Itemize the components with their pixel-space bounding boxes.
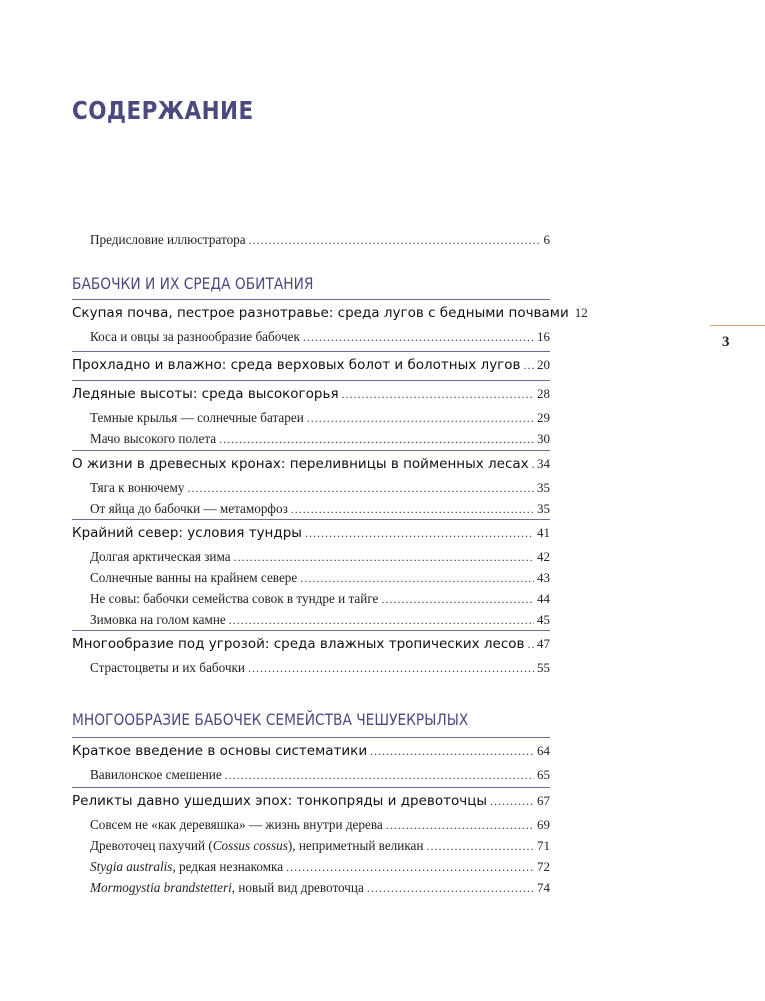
toc-subentry[interactable] [72,567,550,588]
subentry-page-number: 35 [537,501,550,516]
toc-chapter-entry[interactable] [72,738,550,764]
chapter-page-number: 28 [537,386,550,401]
subentry-page-number: 30 [537,431,550,446]
subentry-page-number: 29 [537,410,550,425]
dot-leader [286,857,534,878]
toc-chapter-entry[interactable] [72,520,550,546]
dot-leader [342,381,534,407]
toc-subentry[interactable] [72,657,550,678]
chapter-page-number: 67 [537,793,550,808]
dot-leader [367,878,534,899]
subentry-title: Долгая арктическая зима [90,549,231,564]
subentry-page-number: 42 [537,549,550,564]
dot-leader [229,610,534,631]
subentry-page-number: 72 [537,859,550,874]
dot-leader [291,499,534,520]
chapter-group [72,300,588,347]
dot-leader [370,738,534,764]
chapter-title: Прохладно и влажно: среда верховых болот и болотных лугов [72,357,521,373]
subentry-title: Темные крылья — солнечные батареи [90,410,304,425]
chapter-group [72,351,550,378]
toc-chapter-entry[interactable] [72,788,550,814]
toc-subentry[interactable] [72,856,550,877]
section-heading: БАБОЧКИ И ИХ СРЕДА ОБИТАНИЯ [72,274,314,293]
subentry-page-number: 74 [537,880,550,895]
dot-leader [305,520,534,546]
dot-leader [490,788,534,814]
chapter-group [72,738,550,785]
subentry-title: Вавилонское смешение [90,767,222,782]
subentry-title: Тяга к вонючему [90,480,185,495]
subentry-title: Stygia australis, редкая незнакомка [90,859,284,874]
toc-chapter-entry[interactable] [72,381,550,407]
subentry-page-number: 16 [537,329,550,344]
dot-leader [249,230,541,251]
subentry-page-number: 45 [537,612,550,627]
entry-title: Предисловие иллюстратора [90,232,246,247]
dot-leader [300,568,534,589]
chapter-group [72,787,550,898]
toc-subentry[interactable] [72,877,550,898]
chapter-title: Реликты давно ушедших эпох: тонкопряды и древоточцы [72,793,488,809]
chapter-page-number: 47 [537,636,550,651]
toc-subentry[interactable] [72,835,550,856]
toc-chapter-entry[interactable] [72,451,550,477]
dot-leader [524,352,535,378]
dot-leader [187,478,534,499]
toc-chapter-entry[interactable] [72,300,588,326]
subentry-title: Древоточец пахучий (Cossus cossus), неприметный великан [90,838,424,853]
subentry-page-number: 65 [537,767,550,782]
chapter-page-number: 34 [537,456,550,471]
subentry-page-number: 44 [537,591,550,606]
subentry-page-number: 71 [537,838,550,853]
chapter-page-number: 41 [537,525,550,540]
chapter-title: О жизни в древесных кронах: переливницы в пойменных лесах [72,456,529,472]
chapter-group [72,630,550,678]
subentry-title: Коса и овцы за разнообразие бабочек [90,329,300,344]
dot-leader [234,547,534,568]
toc-subentry[interactable] [72,588,550,609]
page-title: СОДЕРЖАНИЕ [72,96,254,125]
chapter-group [72,450,550,519]
subentry-title: Зимовка на голом камне [90,612,226,627]
toc-subentry[interactable] [72,326,550,347]
dot-leader [426,836,534,857]
toc-subentry[interactable] [72,498,550,519]
entry-page-number: 6 [543,232,550,247]
chapter-title: Ледяные высоты: среда высокогорья [72,386,339,402]
toc-subentry[interactable] [72,546,550,567]
subentry-title: Страстоцветы и их бабочки [90,660,245,675]
margin-rule [710,325,765,326]
subentry-title: Солнечные ванны на крайнем севере [90,570,298,585]
toc-subentry[interactable] [72,764,550,785]
chapter-group [72,380,550,449]
page-number: 3 [722,334,730,350]
section-heading: МНОГООБРАЗИЕ БАБОЧЕК СЕМЕЙСТВА ЧЕШУЕКРЫЛЫХ [72,710,469,729]
subentry-page-number: 35 [537,480,550,495]
dot-leader [381,589,534,610]
subentry-page-number: 55 [537,660,550,675]
chapter-page-number: 64 [537,743,550,758]
chapter-title: Многообразие под угрозой: среда влажных тропических лесов [72,636,525,652]
toc-subentry[interactable] [72,477,550,498]
subentry-title: От яйца до бабочки — метаморфоз [90,501,288,516]
toc-subentry[interactable] [72,814,550,835]
toc-subentry[interactable] [72,428,550,449]
toc-subentry[interactable] [72,407,550,428]
toc-entry-preface[interactable] [90,229,550,250]
chapter-page-number: 12 [574,305,588,320]
subentry-page-number: 43 [537,570,550,585]
toc-chapter-entry[interactable] [72,352,550,378]
subentry-title: Mormogystia brandstetteri, новый вид древоточца [90,880,364,895]
toc-chapter-entry[interactable] [72,631,550,657]
subentry-page-number: 69 [537,817,550,832]
chapter-title: Краткое введение в основы систематики [72,743,368,759]
dot-leader [225,765,534,786]
toc-subentry[interactable] [72,609,550,630]
subentry-title: Не совы: бабочки семейства совок в тундре и тайге [90,591,379,606]
subentry-title: Совсем не «как деревяшка» — жизнь внутри дерева [90,817,383,832]
chapter-title: Крайний север: условия тундры [72,525,302,541]
dot-leader [386,815,534,836]
dot-leader [532,451,534,477]
chapter-group [72,519,550,630]
dot-leader [248,658,534,679]
chapter-title: Скупая почва, пестрое разнотравье: среда лугов с бедными почвами [72,305,569,321]
subentry-title: Мачо высокого полета [90,431,217,446]
chapter-page-number: 20 [537,357,550,372]
dot-leader [528,631,535,657]
dot-leader [307,408,534,429]
dot-leader [303,327,534,348]
dot-leader [219,429,534,450]
